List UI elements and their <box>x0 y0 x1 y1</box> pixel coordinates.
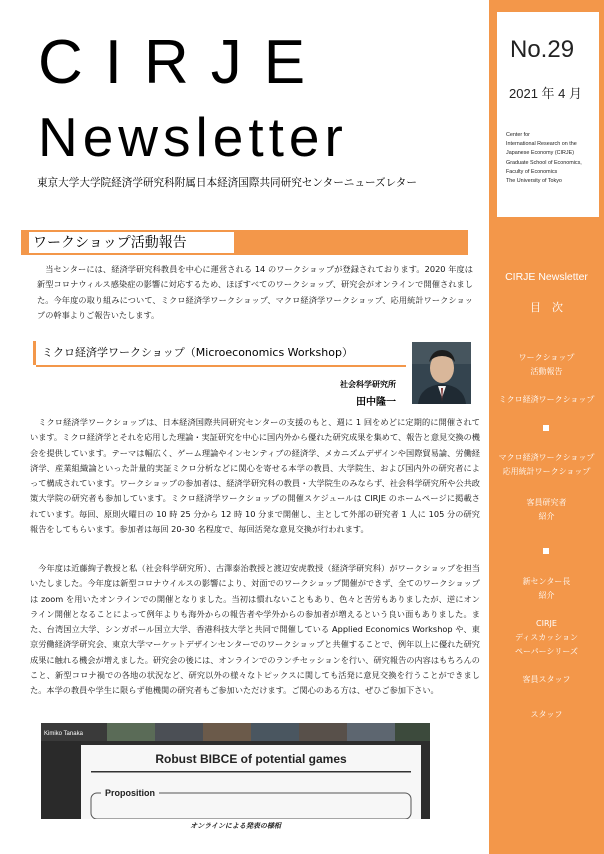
toc-item-staff[interactable]: スタッフ <box>530 710 563 719</box>
toc-item-new-director[interactable]: 新センター長 紹介 <box>522 577 571 600</box>
institution-line: Faculty of Economics <box>506 168 558 175</box>
institution-line: Center for <box>506 132 530 138</box>
toc-item-workshop-report[interactable]: ワークショップ 活動報告 <box>518 353 575 376</box>
section-title: ワークショップ活動報告 <box>33 235 187 251</box>
institution-line: International Research on the <box>506 141 577 148</box>
article-title: ミクロ経済学ワークショップ（Microeconomics Workshop） <box>42 346 353 359</box>
toc-separator <box>543 548 549 554</box>
slide-heading: Proposition <box>105 788 155 798</box>
toc-item-visiting-researchers[interactable]: 客員研究者 紹介 <box>526 498 567 521</box>
institution-name <box>506 131 598 186</box>
masthead-title-cirje: CIRJE <box>38 28 328 97</box>
toc-item-visiting-staff[interactable]: 客員スタッフ <box>522 675 571 684</box>
institution-line: Japanese Economy (CIRJE) <box>506 150 575 157</box>
toc-item-macro-workshop[interactable]: マクロ経済ワークショップ 応用統計ワークショップ <box>498 453 595 476</box>
article-paragraph-2: 今年度は近藤絢子教授と私（社会科学研究所）、古澤泰治教授と渡辺安虎教授（経済学研究科）がワークショップを担当いたしました。今年度は新型コロナウイルスの影響により、対面でのワークショップ開催ができず、全てのワークショップは zoom を用いたオンラインでの開催となりました。当初は慣れないこともあり、色々と苦労もありましたが、逆にオンライン開催となることによって例年よりも海外からの報告者や学外からの参加者が増えるという良い面もありました。また、台湾国立大学、シンガポール国立大学、香港科技大学と共同で開催している Applied Economics Workshop や、東京労働経済学研究会、東京大学マーケットデザインセンターでのワークショップと共催することで、例年以上に優れた研究成果に触れる機会が増えました。研究会の後には、オンラインでのランチセッションを行い、研究報告の内容はもちろんのこと、新型コロナ禍での各地の状況など、研究以外の様々なトピックスに関しても活発に意見交換を行うことができました。本学の教員や学生に限らず他機関の研究者もご参加いただけます。ご関心のある方は、ぜひご参加下さい。 <box>30 563 480 696</box>
masthead-subtitle: 東京大学大学院経済学研究科附属日本経済国際共同研究センターニューズレター <box>37 177 417 189</box>
issue-number: No.29 <box>510 36 575 63</box>
online-meeting-screenshot <box>41 723 430 819</box>
article-paragraph-1: ミクロ経済学ワークショップは、日本経済国際共同研究センターの支援のもと、週に 1 回をめどに定期的に開催されています。ミクロ経済学とそれを応用した理論・実証研究を中心に国内外から優れた研究成果を集めて、報告と意見交換の機会を提供しています。テーマは幅広く、ゲーム理論やインセンティブの経済学、メカニズムデザインや国際貿易論、労働経済学、産業組織論といった計量的実証ミクロ分析などに関心を寄せる本学の教員、大学院生、および国内外の研究者によって構成されています。ワークショップの参加者は、経済学研究科の教員・大学院生のみならず、社会科学研究所や公共政策大学院の研究者も参加しています。ミクロ経済学ワークショップの開催スケジュールは CIRJE のホームページに掲載されています。毎回、原則火曜日の 10 時 25 分から 12 時 10 分まで開催し、主として外部の研究者 1 人に 105 分の研究報告をしてもらいます。参加者は毎回 20-30 名程度で、毎回活発な意見交換が行われます。 <box>30 417 480 535</box>
section-intro: 当センターには、経済学研究科教員を中心に運営される 14 のワークショップが登録されております。2020 年度は新型コロナウィルス感染症の影響に対応するため、ほぼすべてのワークショップ、研究会がオンラインで開催されました。今年度の取り組みについて、ミクロ経済学ワークショップ、マクロ経済学ワークショップ、応用統計ワークショップの幹事よりご報告いたします。 <box>37 264 473 320</box>
meeting-screenshot-image <box>41 723 430 819</box>
article-heading-accent <box>33 341 36 365</box>
author-affiliation: 社会科学研究所 <box>340 380 396 389</box>
institution-line: The University of Tokyo <box>506 178 562 185</box>
toc-separator <box>543 425 549 431</box>
article-heading-underline <box>36 365 406 367</box>
author-name: 田中隆一 <box>356 397 396 408</box>
masthead-title-newsletter: Newsletter <box>38 106 348 168</box>
toc-item-discussion-papers[interactable]: CIRJE ディスカッション ペーパーシリーズ <box>514 619 579 656</box>
issue-date: 2021 年 4 月 <box>509 86 582 101</box>
toc-item-micro-workshop[interactable]: ミクロ経済ワークショップ <box>498 395 595 404</box>
author-photo <box>412 342 471 404</box>
toc-heading: CIRJE Newsletter <box>505 271 588 283</box>
author-photo-image <box>412 342 471 404</box>
toc-heading-2: 目 次 <box>530 302 563 314</box>
institution-line: Graduate School of Economics, <box>506 159 582 166</box>
participant-label: Kimiko Tanaka <box>44 731 83 737</box>
screenshot-caption: オンラインによる発表の様相 <box>190 822 281 830</box>
slide-title: Robust BIBCE of potential games <box>155 752 347 766</box>
